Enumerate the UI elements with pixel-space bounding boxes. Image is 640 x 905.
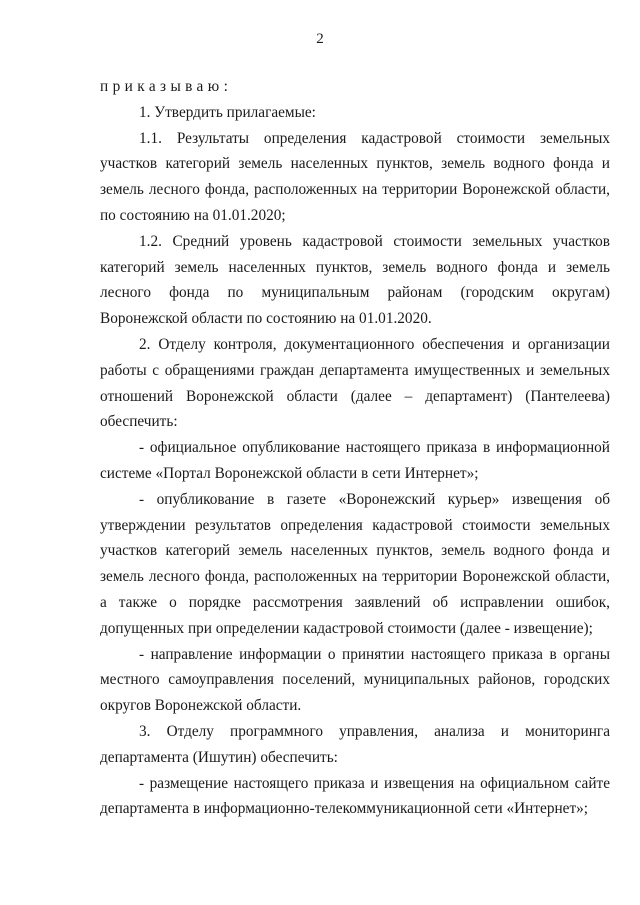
text-line: округов Воронежской области. — [100, 697, 302, 715]
text-line: работы с обращениями граждан департамента имущественных и земельных — [100, 361, 610, 379]
text-line: Воронежской области по состоянию на 01.01.2020. — [100, 310, 432, 328]
text-line: 1.2. Средний уровень кадастровой стоимости земельных участков — [139, 232, 610, 250]
text-line: обеспечить: — [100, 413, 178, 431]
text-line: - официальное опубликование настоящего приказа в информационной — [139, 439, 610, 457]
text-line: системе «Портал Воронежской области в сети Интернет»; — [100, 464, 479, 482]
text-line: по состоянию на 01.01.2020; — [100, 206, 286, 224]
text-line: участков категорий земель населенных пунктов, земель водного фонда и — [100, 542, 610, 560]
text-line: местного самоуправления поселений, муниципальных районов, городских — [100, 671, 610, 689]
document-body — [100, 74, 610, 822]
text-line: департамента (Ишутин) обеспечить: — [100, 748, 338, 766]
text-line: - размещение настоящего приказа и извещения на официальном сайте — [139, 774, 610, 792]
text-line: приказываю: — [100, 78, 233, 95]
text-line: департамента в информационно-телекоммуникационной сети «Интернет»; — [100, 800, 589, 818]
text-line: 1.1. Результаты определения кадастровой стоимости земельных — [139, 129, 610, 147]
text-line: земель лесного фонда, расположенных на территории Воронежской области, — [100, 568, 610, 586]
text-line: 3. Отделу программного управления, анализа и мониторинга — [139, 722, 610, 740]
page-number: 2 — [316, 31, 324, 47]
text-line: утверждении результатов определения кадастровой стоимости земельных — [100, 516, 610, 534]
text-line: - опубликование в газете «Воронежский курьер» извещения об — [139, 490, 610, 508]
text-line: лесного фонда по муниципальным районам (городским округам) — [100, 284, 610, 302]
text-line: категорий земель населенных пунктов, земель водного фонда и земель — [100, 258, 610, 276]
text-line: 2. Отделу контроля, документационного обеспечения и организации — [139, 335, 610, 353]
text-line: участков категорий земель населенных пунктов, земель водного фонда и — [100, 155, 610, 173]
text-line: отношений Воронежской области (далее – департамент) (Пантелеева) — [100, 387, 610, 405]
text-line: - направление информации о принятии настоящего приказа в органы — [139, 645, 610, 663]
text-line: а также о порядке рассмотрения заявлений об исправлении ошибок, — [100, 593, 610, 611]
text-line: земель лесного фонда, расположенных на территории Воронежской области, — [100, 181, 610, 199]
text-line: допущенных при определении кадастровой стоимости (далее - извещение); — [100, 619, 593, 637]
text-line: 1. Утвердить прилагаемые: — [139, 103, 316, 121]
